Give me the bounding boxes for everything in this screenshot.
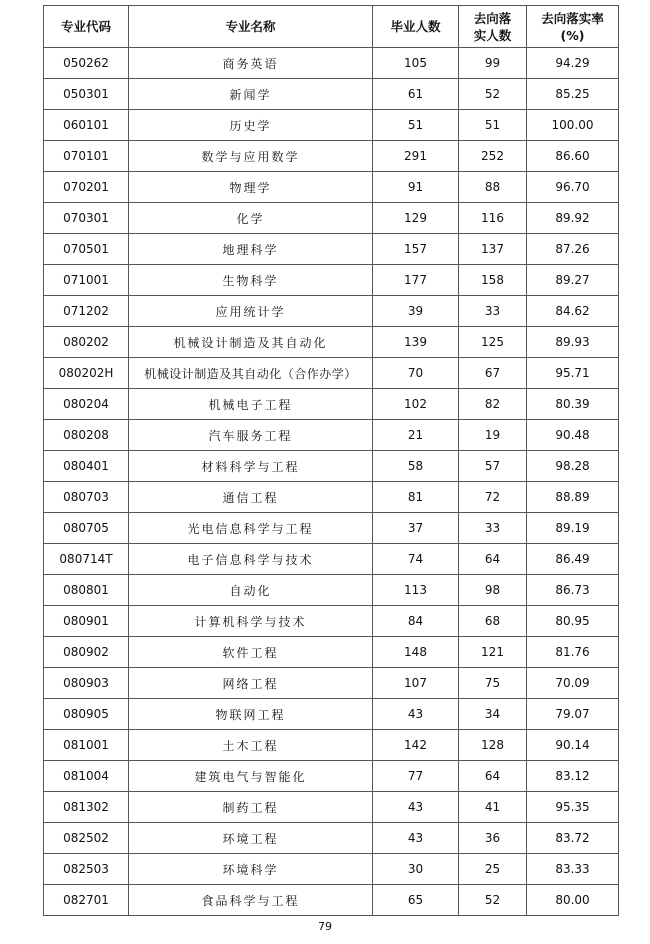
graduates-count: 61	[373, 79, 459, 110]
header-rate-text: 去向落实率(%)	[541, 10, 604, 43]
placement-rate: 87.26	[527, 234, 619, 265]
header-name: 专业名称	[129, 6, 373, 48]
major-name: 通信工程	[129, 482, 373, 513]
table-row	[44, 420, 619, 451]
graduates-count: 37	[373, 513, 459, 544]
placed-count: 125	[459, 327, 527, 358]
header-rate	[527, 6, 619, 48]
placement-rate: 86.49	[527, 544, 619, 575]
placed-count: 116	[459, 203, 527, 234]
graduates-count: 65	[373, 885, 459, 916]
table-row	[44, 575, 619, 606]
major-code: 080901	[44, 606, 129, 637]
placed-count: 51	[459, 110, 527, 141]
table-row	[44, 885, 619, 916]
table-row	[44, 296, 619, 327]
major-name: 应用统计学	[129, 296, 373, 327]
placement-rate: 86.73	[527, 575, 619, 606]
placement-rate: 100.00	[527, 110, 619, 141]
table-row	[44, 792, 619, 823]
table-row	[44, 265, 619, 296]
major-name: 机械设计制造及其自动化	[129, 327, 373, 358]
placed-count: 88	[459, 172, 527, 203]
graduates-count: 81	[373, 482, 459, 513]
placement-rate: 98.28	[527, 451, 619, 482]
graduates-count: 107	[373, 668, 459, 699]
major-name: 环境科学	[129, 854, 373, 885]
placement-rate: 89.19	[527, 513, 619, 544]
table-body	[44, 48, 619, 916]
placed-count: 52	[459, 885, 527, 916]
major-name: 制药工程	[129, 792, 373, 823]
major-name: 地理科学	[129, 234, 373, 265]
major-code: 082503	[44, 854, 129, 885]
major-code: 080902	[44, 637, 129, 668]
major-code: 070201	[44, 172, 129, 203]
graduates-count: 43	[373, 699, 459, 730]
placement-rate: 85.25	[527, 79, 619, 110]
graduates-count: 105	[373, 48, 459, 79]
table-row	[44, 637, 619, 668]
major-name: 光电信息科学与工程	[129, 513, 373, 544]
placement-rate: 89.93	[527, 327, 619, 358]
graduates-count: 77	[373, 761, 459, 792]
graduates-count: 30	[373, 854, 459, 885]
major-name: 网络工程	[129, 668, 373, 699]
table-header-row	[44, 6, 619, 48]
placement-rate: 86.60	[527, 141, 619, 172]
graduates-count: 43	[373, 823, 459, 854]
placed-count: 19	[459, 420, 527, 451]
major-code: 070301	[44, 203, 129, 234]
header-placed	[459, 6, 527, 48]
table-row	[44, 730, 619, 761]
placed-count: 64	[459, 544, 527, 575]
graduates-count: 74	[373, 544, 459, 575]
major-name: 环境工程	[129, 823, 373, 854]
table-row	[44, 699, 619, 730]
major-code: 050262	[44, 48, 129, 79]
table-row	[44, 389, 619, 420]
major-code: 082502	[44, 823, 129, 854]
table-row	[44, 110, 619, 141]
graduates-count: 139	[373, 327, 459, 358]
graduates-count: 51	[373, 110, 459, 141]
placed-count: 33	[459, 296, 527, 327]
placement-rate: 83.72	[527, 823, 619, 854]
table-row	[44, 203, 619, 234]
table-row	[44, 854, 619, 885]
major-code: 080208	[44, 420, 129, 451]
major-code: 071202	[44, 296, 129, 327]
table-row	[44, 513, 619, 544]
placement-rate: 96.70	[527, 172, 619, 203]
placed-count: 64	[459, 761, 527, 792]
graduates-count: 91	[373, 172, 459, 203]
graduates-count: 177	[373, 265, 459, 296]
placement-rate: 90.14	[527, 730, 619, 761]
major-code: 081004	[44, 761, 129, 792]
placement-rate: 79.07	[527, 699, 619, 730]
table-row	[44, 327, 619, 358]
placed-count: 72	[459, 482, 527, 513]
placement-rate: 81.76	[527, 637, 619, 668]
graduates-count: 21	[373, 420, 459, 451]
graduates-count: 70	[373, 358, 459, 389]
placement-rate: 83.33	[527, 854, 619, 885]
major-code: 060101	[44, 110, 129, 141]
major-code: 080714T	[44, 544, 129, 575]
placed-count: 121	[459, 637, 527, 668]
graduates-count: 291	[373, 141, 459, 172]
major-name: 土木工程	[129, 730, 373, 761]
placed-count: 57	[459, 451, 527, 482]
graduates-count: 157	[373, 234, 459, 265]
major-code: 071001	[44, 265, 129, 296]
page-number: 79	[318, 920, 332, 933]
table-row	[44, 668, 619, 699]
table-row	[44, 358, 619, 389]
placement-rate: 84.62	[527, 296, 619, 327]
table-row	[44, 79, 619, 110]
placed-count: 68	[459, 606, 527, 637]
major-code: 080401	[44, 451, 129, 482]
placed-count: 137	[459, 234, 527, 265]
graduates-count: 113	[373, 575, 459, 606]
major-name: 物联网工程	[129, 699, 373, 730]
major-code: 081302	[44, 792, 129, 823]
table-row	[44, 451, 619, 482]
employment-table	[43, 5, 619, 916]
placement-rate: 80.00	[527, 885, 619, 916]
major-name: 商务英语	[129, 48, 373, 79]
placed-count: 75	[459, 668, 527, 699]
major-code: 050301	[44, 79, 129, 110]
placement-rate: 89.27	[527, 265, 619, 296]
table-row	[44, 761, 619, 792]
placement-rate: 90.48	[527, 420, 619, 451]
major-name: 材料科学与工程	[129, 451, 373, 482]
major-name: 建筑电气与智能化	[129, 761, 373, 792]
placed-count: 25	[459, 854, 527, 885]
placed-count: 82	[459, 389, 527, 420]
header-graduates: 毕业人数	[373, 6, 459, 48]
major-code: 070101	[44, 141, 129, 172]
major-name: 机械设计制造及其自动化（合作办学）	[129, 358, 373, 389]
major-name: 历史学	[129, 110, 373, 141]
placed-count: 252	[459, 141, 527, 172]
placement-rate: 95.71	[527, 358, 619, 389]
major-name: 新闻学	[129, 79, 373, 110]
major-name: 电子信息科学与技术	[129, 544, 373, 575]
placement-rate: 83.12	[527, 761, 619, 792]
major-name: 化学	[129, 203, 373, 234]
table-row	[44, 141, 619, 172]
major-code: 080204	[44, 389, 129, 420]
placed-count: 67	[459, 358, 527, 389]
major-code: 080801	[44, 575, 129, 606]
placed-count: 34	[459, 699, 527, 730]
table-row	[44, 234, 619, 265]
major-name: 数学与应用数学	[129, 141, 373, 172]
major-name: 自动化	[129, 575, 373, 606]
major-name: 汽车服务工程	[129, 420, 373, 451]
major-name: 生物科学	[129, 265, 373, 296]
major-code: 080703	[44, 482, 129, 513]
table-row	[44, 823, 619, 854]
header-code: 专业代码	[44, 6, 129, 48]
table-row	[44, 48, 619, 79]
placement-rate: 89.92	[527, 203, 619, 234]
placement-rate: 94.29	[527, 48, 619, 79]
major-code: 080705	[44, 513, 129, 544]
placement-rate: 95.35	[527, 792, 619, 823]
table-row	[44, 544, 619, 575]
placed-count: 36	[459, 823, 527, 854]
graduates-count: 129	[373, 203, 459, 234]
placement-rate: 80.95	[527, 606, 619, 637]
placement-rate: 88.89	[527, 482, 619, 513]
graduates-count: 39	[373, 296, 459, 327]
table-row	[44, 606, 619, 637]
major-code: 080905	[44, 699, 129, 730]
graduates-count: 58	[373, 451, 459, 482]
major-code: 080202H	[44, 358, 129, 389]
major-code: 082701	[44, 885, 129, 916]
graduates-count: 43	[373, 792, 459, 823]
placement-rate: 80.39	[527, 389, 619, 420]
placed-count: 128	[459, 730, 527, 761]
table-row	[44, 482, 619, 513]
major-code: 081001	[44, 730, 129, 761]
major-name: 物理学	[129, 172, 373, 203]
placed-count: 98	[459, 575, 527, 606]
table-row	[44, 172, 619, 203]
placement-rate: 70.09	[527, 668, 619, 699]
graduates-count: 142	[373, 730, 459, 761]
graduates-count: 148	[373, 637, 459, 668]
graduates-count: 84	[373, 606, 459, 637]
major-name: 机械电子工程	[129, 389, 373, 420]
header-placed-line2: 实人数	[473, 27, 512, 43]
major-code: 070501	[44, 234, 129, 265]
header-placed-line1: 去向落	[473, 10, 512, 26]
major-name: 软件工程	[129, 637, 373, 668]
placed-count: 41	[459, 792, 527, 823]
graduates-count: 102	[373, 389, 459, 420]
major-code: 080202	[44, 327, 129, 358]
major-name: 食品科学与工程	[129, 885, 373, 916]
placed-count: 52	[459, 79, 527, 110]
major-name: 计算机科学与技术	[129, 606, 373, 637]
placed-count: 99	[459, 48, 527, 79]
major-code: 080903	[44, 668, 129, 699]
placed-count: 158	[459, 265, 527, 296]
placed-count: 33	[459, 513, 527, 544]
